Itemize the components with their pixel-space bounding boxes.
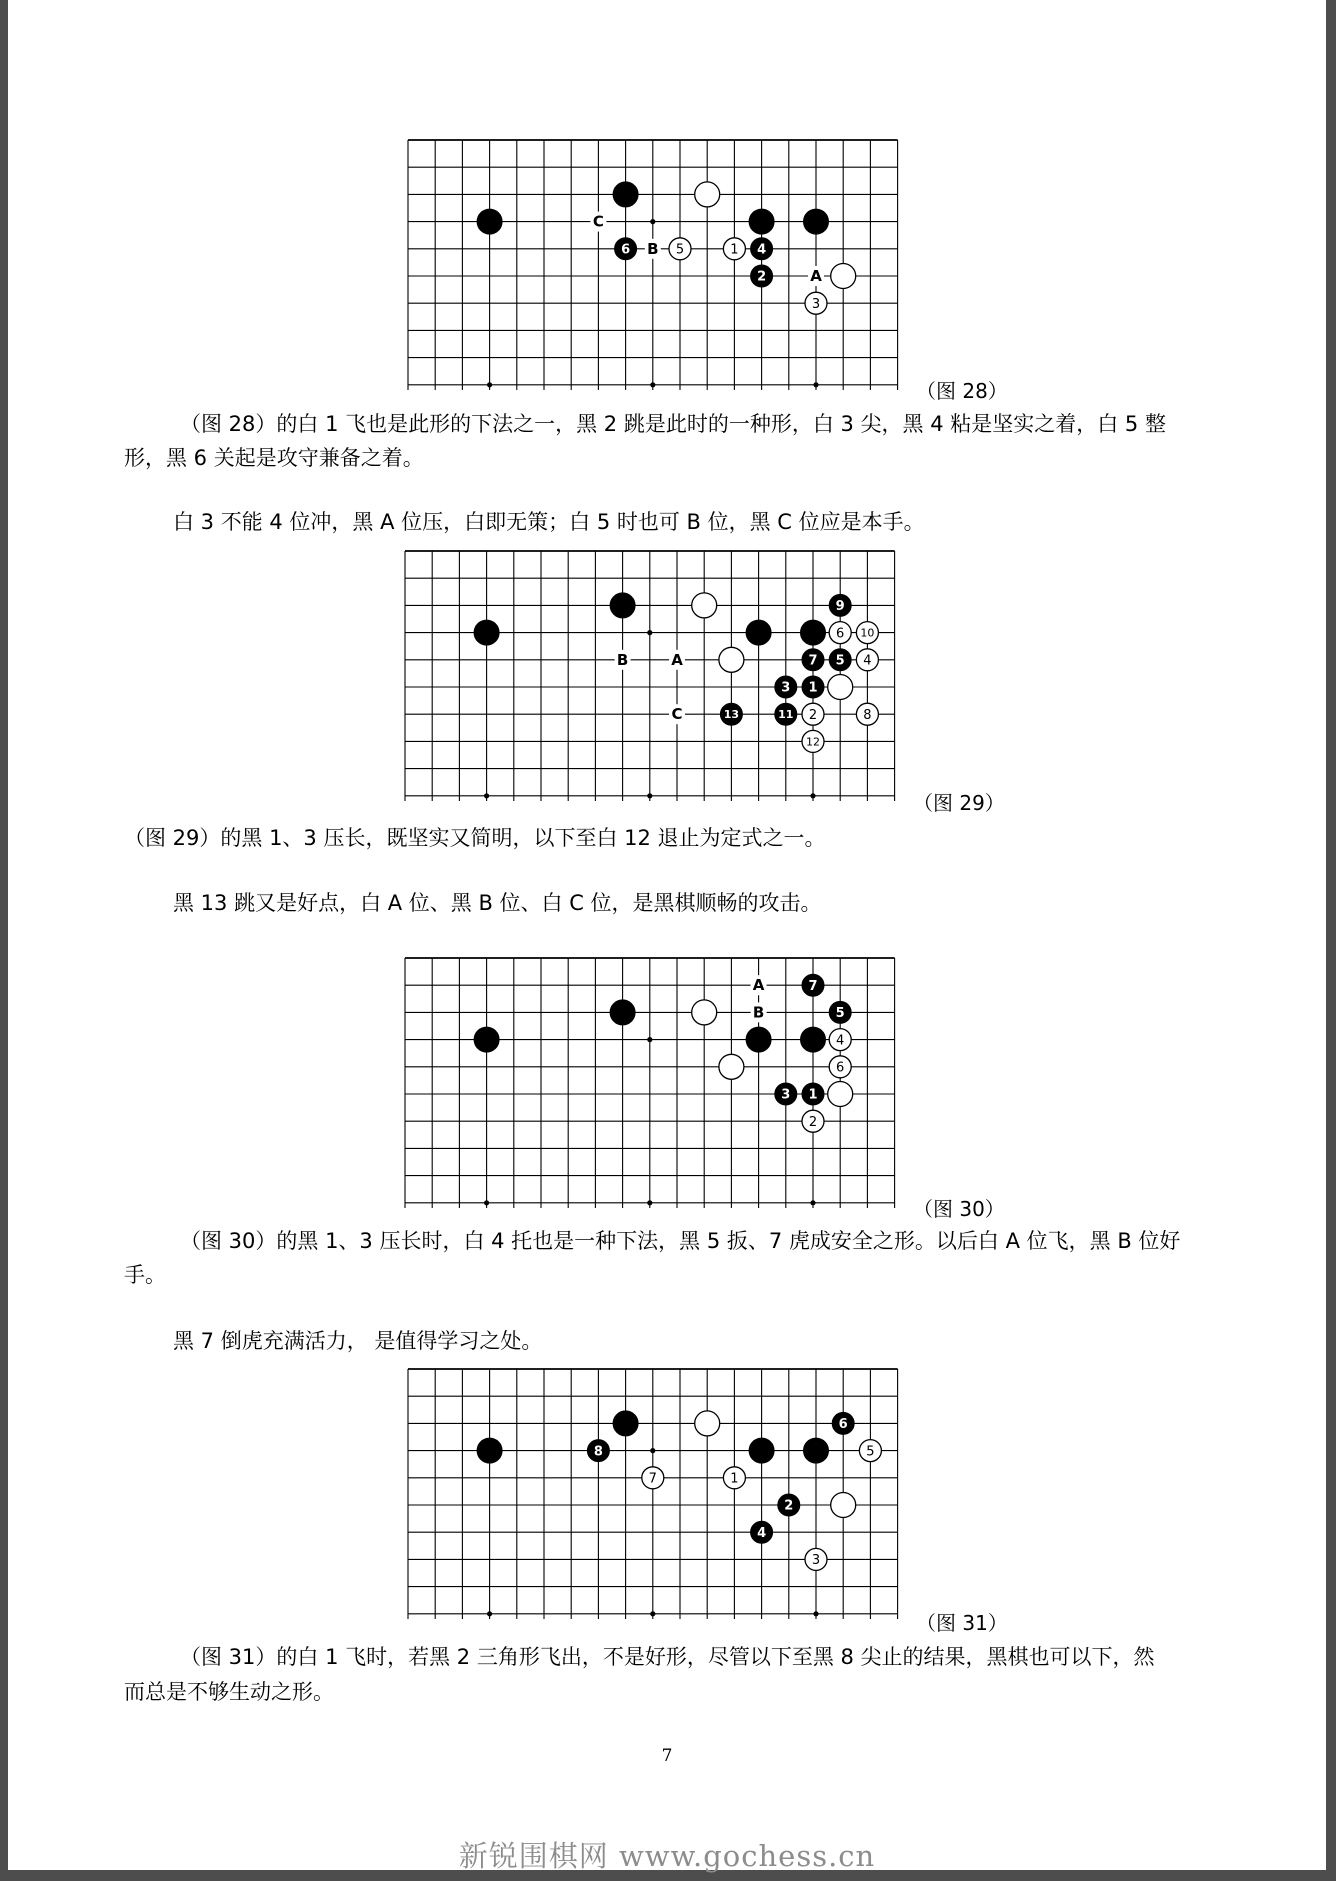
white-stone-1 — [723, 238, 745, 260]
board-letter-b: B — [647, 239, 659, 258]
stone-number: 3 — [781, 1087, 791, 1103]
white-stone — [719, 1054, 744, 1079]
figure-caption-31: （图 31） — [916, 1611, 1008, 1635]
star-point — [650, 219, 655, 224]
white-stone-1 — [723, 1467, 745, 1489]
star-point — [484, 793, 489, 798]
star-point — [647, 1200, 652, 1205]
stone-number: 10 — [860, 626, 875, 640]
paragraph-5-line-1: （图 30）的黑 1、3 压长时，白 4 托也是一种下法，黑 5 扳、7 虎成安全之形。以后白 A 位飞，黑 B 位好 — [180, 1229, 1181, 1253]
black-stone — [477, 209, 502, 234]
stone-number: 3 — [781, 680, 791, 696]
stone-number: 7 — [808, 653, 818, 669]
black-stone-1 — [802, 1083, 824, 1105]
black-stone-13 — [720, 703, 742, 725]
figure-caption-29: （图 29） — [913, 791, 1005, 815]
document-page — [8, 0, 1326, 1873]
black-stone — [477, 1438, 502, 1463]
stone-number: 4 — [836, 1033, 845, 1049]
white-stone — [719, 647, 744, 672]
stone-number: 7 — [808, 978, 818, 994]
white-stone-10 — [856, 622, 878, 644]
black-stone-11 — [775, 703, 797, 725]
board-letter-a: A — [671, 650, 683, 669]
black-stone — [746, 620, 771, 645]
board-grid — [408, 1369, 898, 1619]
go-board-fig29 — [401, 549, 903, 801]
board-letter-a: A — [810, 267, 822, 285]
black-stone-2 — [778, 1494, 800, 1516]
stone-number: 12 — [806, 735, 820, 749]
black-stone-6 — [832, 1412, 854, 1434]
stone-number: 8 — [863, 707, 872, 723]
star-point — [650, 382, 655, 387]
stone-number: 1 — [730, 242, 739, 258]
black-stone-5 — [829, 649, 851, 671]
star-point — [650, 1448, 655, 1453]
black-stone-4 — [751, 1521, 773, 1543]
black-stone-4 — [751, 238, 773, 260]
white-stone — [831, 264, 856, 289]
black-stone — [610, 1000, 635, 1025]
black-stone-3 — [775, 1083, 797, 1105]
go-board-fig31 — [404, 1367, 906, 1619]
stone-number: 6 — [836, 1060, 845, 1076]
stone-number: 9 — [835, 599, 845, 615]
star-point — [484, 1200, 489, 1205]
white-stone-4 — [856, 649, 878, 671]
black-stone-7 — [802, 974, 824, 996]
paragraph-6: 黑 7 倒虎充满活力， 是值得学习之处。 — [173, 1329, 543, 1353]
white-stone-5 — [859, 1440, 881, 1462]
board-grid — [408, 140, 898, 390]
stone-number: 2 — [784, 1498, 794, 1514]
star-point — [813, 1611, 818, 1616]
white-stone-8 — [856, 703, 878, 725]
board-grid — [405, 958, 895, 1208]
star-point — [813, 382, 818, 387]
board-letter-b: B — [616, 650, 629, 669]
black-stone-3 — [775, 676, 797, 698]
paragraph-7-line-2: 而总是不够生动之形。 — [124, 1680, 334, 1704]
black-stone — [610, 593, 635, 618]
white-stone-3 — [805, 1548, 827, 1570]
paragraph-1-line-1: （图 28）的白 1 飞也是此形的下法之一，黑 2 跳是此时的一种形，白 3 尖，黑 4 粘是坚实之着，白 5 整 — [180, 412, 1166, 436]
stone-number: 4 — [757, 1525, 767, 1541]
stone-number: 2 — [808, 1114, 818, 1130]
star-point — [647, 1037, 652, 1042]
star-point — [647, 630, 652, 635]
star-point — [487, 1611, 492, 1616]
white-stone-12 — [802, 730, 824, 752]
black-stone-8 — [587, 1440, 609, 1462]
white-stone — [692, 1000, 717, 1025]
white-stone-4 — [829, 1029, 851, 1051]
white-stone — [692, 593, 717, 618]
stone-number: 5 — [835, 1006, 845, 1022]
black-stone — [474, 1027, 499, 1052]
star-point — [647, 793, 652, 798]
stone-number: 2 — [757, 269, 767, 285]
black-stone — [801, 1027, 826, 1052]
black-stone — [749, 209, 774, 234]
stone-number: 6 — [838, 1417, 848, 1433]
go-board-fig28 — [404, 138, 906, 390]
figure-caption-30: （图 30） — [913, 1197, 1005, 1221]
black-stone — [804, 1438, 829, 1463]
black-stone-9 — [829, 594, 851, 616]
board-letter-c: C — [592, 212, 604, 231]
white-stone-2 — [802, 703, 824, 725]
paragraph-7-line-1: （图 31）的白 1 飞时，若黑 2 三角形飞出，不是好形，尽管以下至黑 8 尖止的结果，黑棋也可以下，然 — [180, 1645, 1155, 1669]
paragraph-3: （图 29）的黑 1、3 压长，既坚实又简明，以下至白 12 退止为定式之一。 — [124, 826, 826, 850]
white-stone — [695, 182, 720, 207]
stone-number: 6 — [621, 242, 631, 258]
stone-number: 1 — [808, 1087, 818, 1103]
stone-number: 4 — [863, 653, 872, 669]
star-point — [810, 793, 815, 798]
black-stone-5 — [829, 1001, 851, 1023]
go-board-fig30 — [401, 956, 903, 1208]
site-watermark-footer: 新锐围棋网 www.gochess.cn — [458, 1839, 876, 1873]
black-stone — [613, 1411, 638, 1436]
stone-number: 5 — [675, 242, 685, 258]
white-stone-7 — [642, 1467, 664, 1489]
paragraph-2: 白 3 不能 4 位冲，黑 A 位压，白即无策；白 5 时也可 B 位，黑 C 位应是本手。 — [173, 510, 925, 534]
board-letter-c: C — [671, 705, 683, 724]
stone-number: 5 — [835, 653, 845, 669]
stone-number: 7 — [648, 1471, 657, 1487]
white-stone — [828, 1082, 853, 1107]
black-stone-7 — [802, 649, 824, 671]
black-stone — [613, 182, 638, 207]
white-stone-3 — [805, 292, 827, 314]
white-stone — [828, 675, 853, 700]
stone-number: 2 — [808, 707, 818, 723]
white-stone-5 — [669, 238, 691, 260]
black-stone — [746, 1027, 771, 1052]
stone-number: 5 — [866, 1444, 875, 1460]
stone-number: 3 — [811, 1553, 821, 1569]
paragraph-5-line-2: 手。 — [124, 1263, 166, 1287]
stone-number: 1 — [730, 1471, 739, 1487]
stone-number: 6 — [836, 626, 845, 642]
stone-number: 13 — [723, 708, 740, 722]
paragraph-4: 黑 13 跳又是好点，白 A 位、黑 B 位、白 C 位，是黑棋顺畅的攻击。 — [173, 891, 822, 915]
stone-number: 8 — [593, 1444, 603, 1460]
stone-number: 1 — [808, 680, 818, 696]
white-stone — [695, 1411, 720, 1436]
figure-caption-28: （图 28） — [916, 379, 1008, 403]
black-stone — [474, 620, 499, 645]
black-stone-6 — [615, 238, 637, 260]
stone-number: 11 — [778, 708, 794, 722]
black-stone — [804, 209, 829, 234]
star-point — [650, 1611, 655, 1616]
white-stone-6 — [829, 1056, 851, 1078]
black-stone-2 — [751, 265, 773, 287]
white-stone-2 — [802, 1110, 824, 1132]
page-number: 7 — [661, 1746, 673, 1766]
stone-number: 4 — [757, 242, 767, 258]
star-point — [487, 382, 492, 387]
black-stone — [801, 620, 826, 645]
star-point — [810, 1200, 815, 1205]
stone-number: 3 — [811, 296, 821, 312]
black-stone-1 — [802, 676, 824, 698]
board-grid — [405, 551, 895, 801]
board-letter-b: B — [752, 1003, 765, 1022]
paragraph-1-line-2: 形，黑 6 关起是攻守兼备之着。 — [124, 446, 424, 470]
board-letter-a: A — [752, 976, 765, 995]
white-stone-6 — [829, 622, 851, 644]
white-stone — [831, 1493, 856, 1518]
black-stone — [749, 1438, 774, 1463]
